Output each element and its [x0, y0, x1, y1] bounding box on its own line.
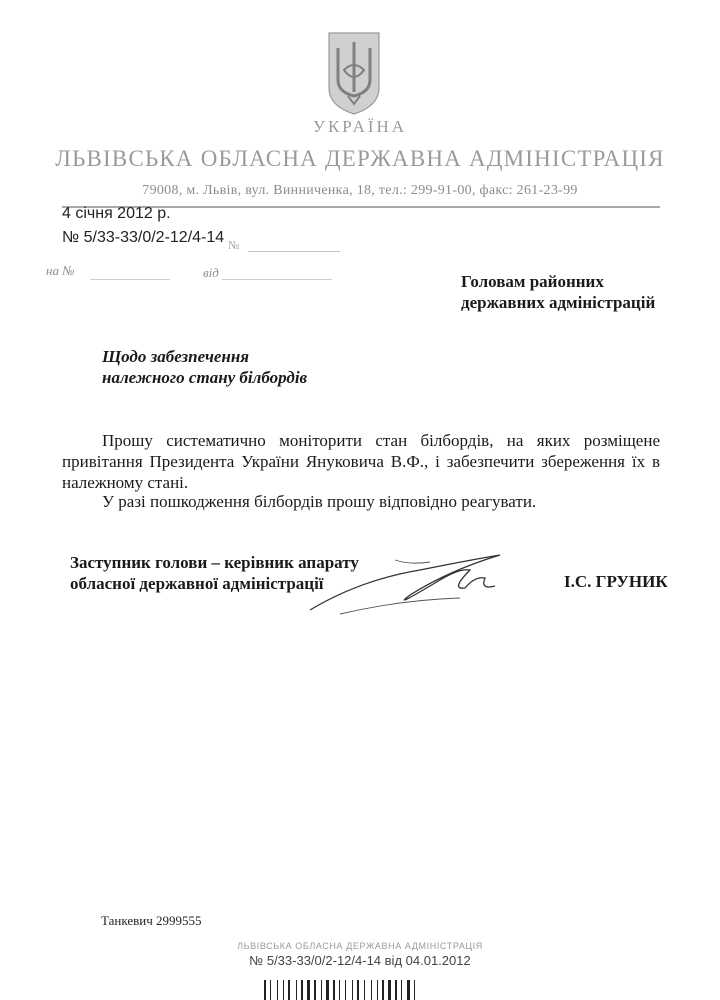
organization-address: 79008, м. Львів, вул. Винниченка, 18, тел.: 299-91-00, факс: 261-23-99 [142, 183, 578, 198]
organization-name: ЛЬВІВСЬКА ОБЛАСНА ДЕРЖАВНА АДМІНІСТРАЦІЯ [55, 146, 665, 171]
subject-line: Щодо забезпечення [102, 347, 250, 366]
country-name: УКРАЇНА [312, 117, 408, 136]
signer-position: Заступник голови – керівник апарату [70, 553, 359, 572]
signer-position: обласної державної адміністрації [70, 574, 324, 593]
stamp-registration: № 5/33-33/0/2-12/4-14 від 04.01.2012 [249, 953, 471, 968]
subject-line: належного стану білбордів [102, 368, 308, 387]
handwritten-signature [300, 540, 540, 620]
number-sign-label: № [228, 238, 240, 252]
reply-from-label: від [203, 265, 219, 280]
body-paragraph: Прошу систематично моніторити стан білбордів, на яких розміщене привітання Президента України Януковича В.Ф., і забезпечити збереження їх в належному стані. [62, 431, 660, 492]
reply-date-blank [222, 279, 332, 280]
executor-note: Танкевич 2999555 [101, 913, 202, 928]
letter-date: 4 січня 2012 р. [62, 205, 171, 222]
registration-number: № 5/33-33/0/2-12/4-14 [62, 229, 225, 246]
barcode-icon [262, 980, 458, 1000]
signer-name: І.С. ГРУНИК [564, 572, 668, 591]
reply-to-label: на № [46, 263, 75, 278]
body-paragraph: У разі пошкодження білбордів прошу відповідно реагувати. [102, 492, 537, 511]
coat-of-arms-icon [326, 30, 382, 116]
addressee-line: Головам районних [461, 272, 604, 291]
reply-number-blank [90, 279, 170, 280]
addressee-line: державних адміністрацій [461, 293, 656, 312]
stamp-organization: ЛЬВІВСЬКА ОБЛАСНА ДЕРЖАВНА АДМІНІСТРАЦІЯ [237, 941, 483, 951]
registration-blank-line [248, 251, 340, 252]
